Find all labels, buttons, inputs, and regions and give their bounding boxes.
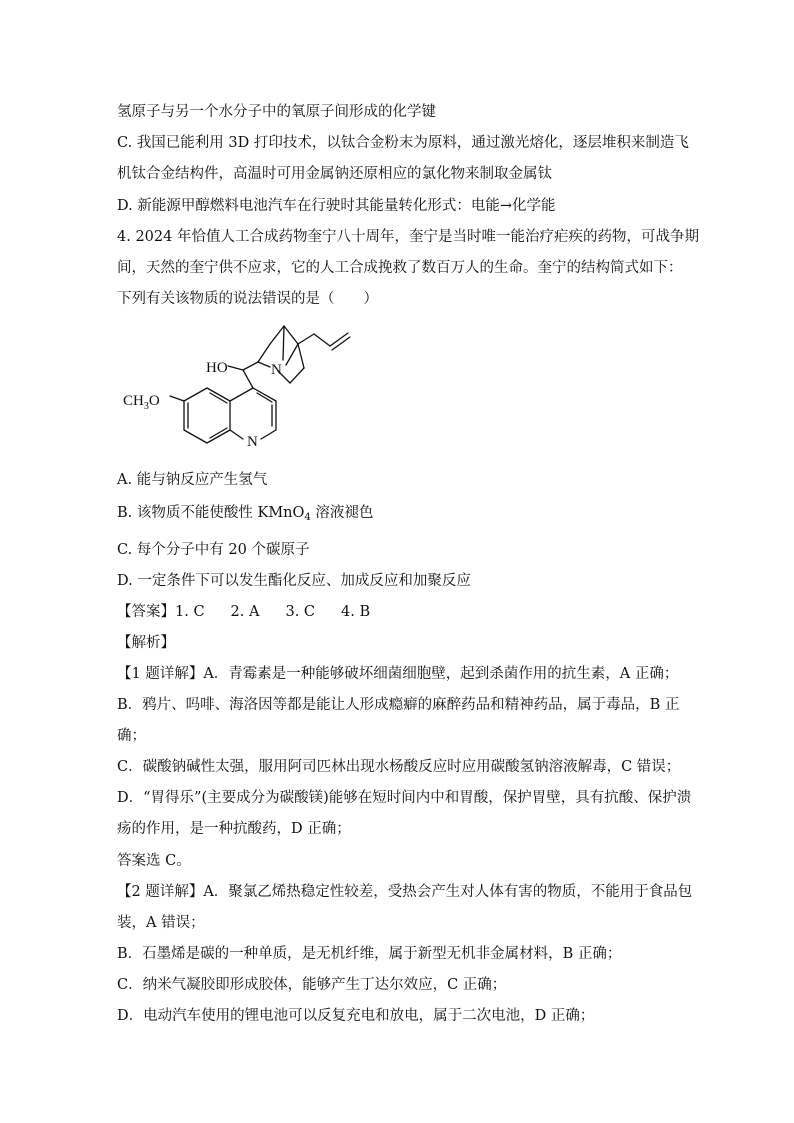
- hydroxyl-label: HO: [206, 360, 228, 376]
- option-a: A. 能与钠反应产生氢气: [117, 472, 268, 488]
- answer-line: 【答案】1. C 2. A 3. C 4. B: [117, 604, 371, 620]
- text-line: 机钛合金结构件，高温时可用金属钠还原相应的氯化物来制取金属钛: [117, 166, 552, 182]
- text-line: 氢原子与另一个水分子中的氧原子间形成的化学键: [117, 104, 436, 120]
- question-4-prompt: 下列有关该物质的说法错误的是（ ）: [117, 291, 378, 307]
- analysis-line: C．纳米气凝胶即形成胶体，能够产生丁达尔效应，C 正确；: [117, 977, 507, 993]
- option-b: B. 该物质不能使酸性 KMnO$_4$ 溶液褪色: [117, 505, 374, 523]
- question-4-stem: 4. 2024 年恰值人工合成药物奎宁八十周年，奎宁是当时唯一能治疗疟疾的药物，可战争期: [117, 229, 699, 245]
- analysis-line: 【2 题详解】A．聚氯乙烯热稳定性较差，受热会产生对人体有害的物质，不能用于食品包: [117, 884, 693, 900]
- analysis-line: 装，A 错误；: [117, 915, 205, 931]
- quinuclidine-nitrogen-label: N: [271, 362, 282, 378]
- option-c-prev-question: C. 我国已能利用 3D 打印技术，以钛合金粉末为原料，通过激光熔化，逐层堆积来制造飞: [117, 135, 689, 151]
- analysis-line: B．鸦片、吗啡、海洛因等都是能让人形成瘾癖的麻醉药品和精神药品，属于毒品，B 正: [117, 697, 680, 713]
- option-d: D. 一定条件下可以发生酯化反应、加成反应和加聚反应: [117, 573, 471, 589]
- methoxy-label: $CH_3O$: [123, 393, 160, 412]
- quinoline-nitrogen-label: N: [247, 434, 258, 450]
- analysis-line: 【1 题详解】A．青霉素是一种能够破坏细菌细胞壁，起到杀菌作用的抗生素，A 正确；: [117, 666, 679, 682]
- option-d-prev-question: D. 新能源甲醇燃料电池汽车在行驶时其能量转化形式：电能→化学能: [117, 198, 556, 214]
- answer-label: 【答案】: [117, 604, 175, 620]
- analysis-line: 确；: [117, 728, 146, 744]
- analysis-line: B．石墨烯是碳的一种单质，是无机纤维，属于新型无机非金属材料，B 正确；: [117, 946, 622, 962]
- quinine-structure-diagram: [118, 320, 363, 452]
- analysis-line: C．碳酸钠碱性太强，服用阿司匹林出现水杨酸反应时应用碳酸氢钠溶液解毒，C 错误；: [117, 759, 681, 775]
- analysis-line: D．电动汽车使用的锂电池可以反复充电和放电，属于二次电池，D 正确；: [117, 1008, 595, 1024]
- analysis-line: 答案选 C。: [117, 853, 191, 869]
- question-4-stem-cont: 间，天然的奎宁供不应求，它的人工合成挽救了数百万人的生命。奎宁的结构简式如下：: [117, 260, 683, 276]
- analysis-line: 疡的作用，是一种抗酸药，D 正确；: [117, 821, 351, 837]
- analysis-line: D．“胃得乐”(主要成分为碳酸镁)能够在短时间内中和胃酸，保护胃壁，具有抗酸、保护溃: [117, 790, 692, 806]
- option-c: C. 每个分子中有 20 个碳原子: [117, 542, 310, 558]
- analysis-title: 【解析】: [117, 635, 175, 651]
